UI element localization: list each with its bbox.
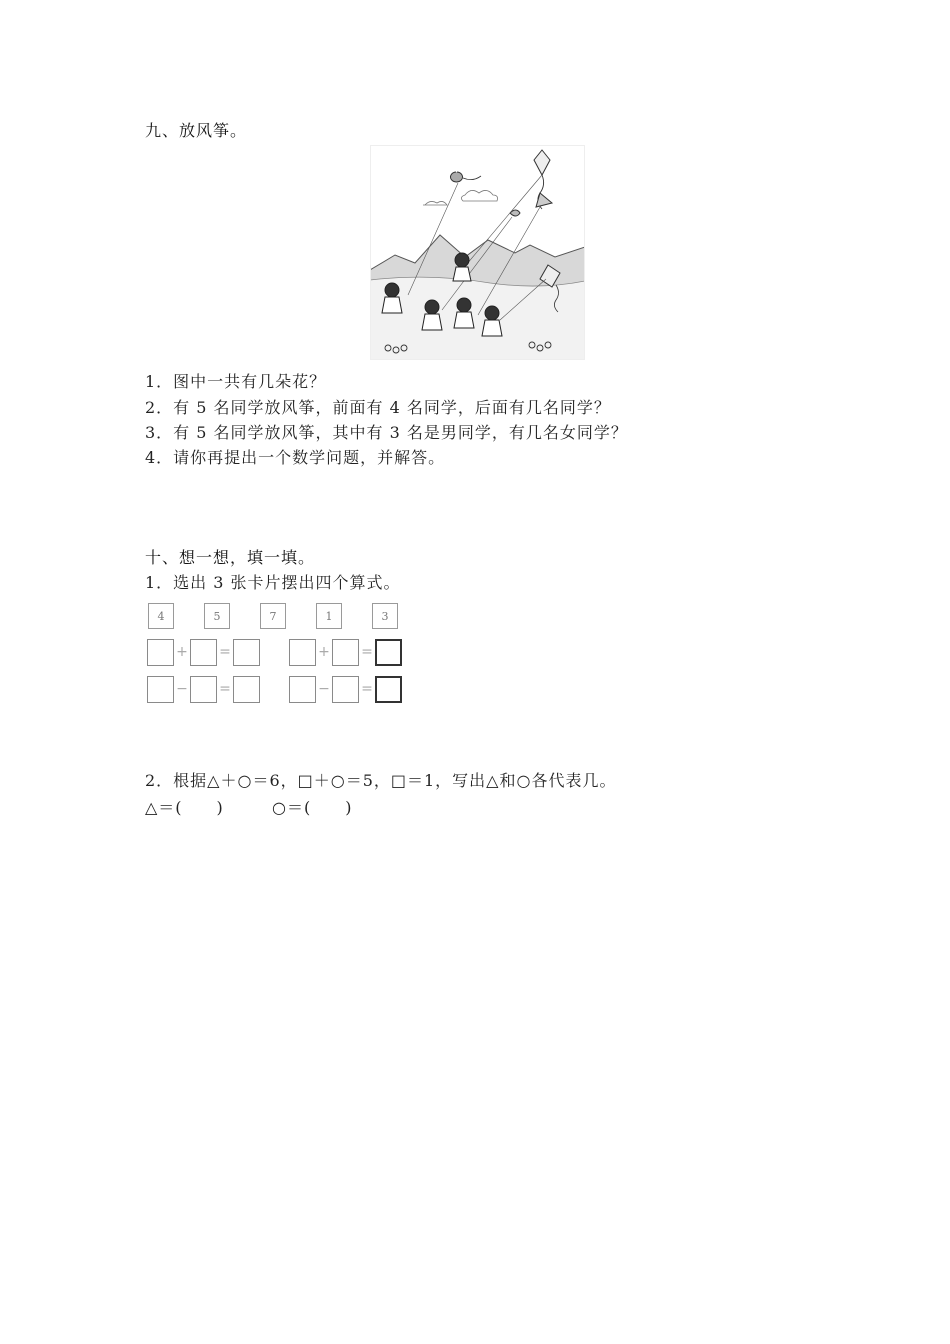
question-3: 3．有 5 名同学放风筝，其中有 3 名是男同学，有几名女同学？ [145, 423, 628, 442]
minus-sign: − [318, 681, 330, 697]
answer-box[interactable] [289, 676, 316, 703]
addition-equation-1 [147, 639, 260, 666]
section-10-title: 十、想一想，填一填。 [145, 548, 316, 567]
answer-box[interactable] [147, 676, 174, 703]
answer-box[interactable] [190, 676, 217, 703]
answer-box[interactable] [233, 676, 260, 703]
question-1: 1．图中一共有几朵花？ [145, 372, 327, 391]
number-card: 4 [148, 603, 174, 629]
section-9-title: 九、放风筝。 [145, 121, 248, 140]
number-card: 1 [316, 603, 342, 629]
minus-sign: − [176, 681, 188, 697]
answer-box[interactable] [233, 639, 260, 666]
equals-sign: = [219, 644, 231, 660]
number-card: 7 [260, 603, 286, 629]
answer-box[interactable] [332, 676, 359, 703]
answer-box[interactable] [147, 639, 174, 666]
number-card: 3 [372, 603, 398, 629]
question-4: 4．请你再提出一个数学问题，并解答。 [145, 448, 446, 467]
question-10-2: 2．根据△＋○＝6，□＋○＝5，□＝1，写出△和○各代表几。 [145, 771, 617, 790]
triangle-answer[interactable]: △＝( ) [145, 798, 224, 817]
answer-box[interactable] [375, 639, 402, 666]
answer-box[interactable] [289, 639, 316, 666]
addition-equation-2 [289, 639, 402, 666]
subtraction-equation-1 [147, 676, 260, 703]
answer-box[interactable] [190, 639, 217, 666]
answer-box[interactable] [332, 639, 359, 666]
equals-sign: = [361, 644, 373, 660]
number-card: 5 [204, 603, 230, 629]
question-10-1: 1．选出 3 张卡片摆出四个算式。 [145, 573, 401, 592]
equals-sign: = [361, 681, 373, 697]
subtraction-equation-2 [289, 676, 402, 703]
circle-answer[interactable]: ○＝( ) [272, 798, 353, 817]
kite-flying-illustration [370, 145, 585, 360]
plus-sign: + [318, 644, 330, 660]
question-2: 2．有 5 名同学放风筝，前面有 4 名同学，后面有几名同学？ [145, 398, 611, 417]
plus-sign: + [176, 644, 188, 660]
answer-box[interactable] [375, 676, 402, 703]
equals-sign: = [219, 681, 231, 697]
